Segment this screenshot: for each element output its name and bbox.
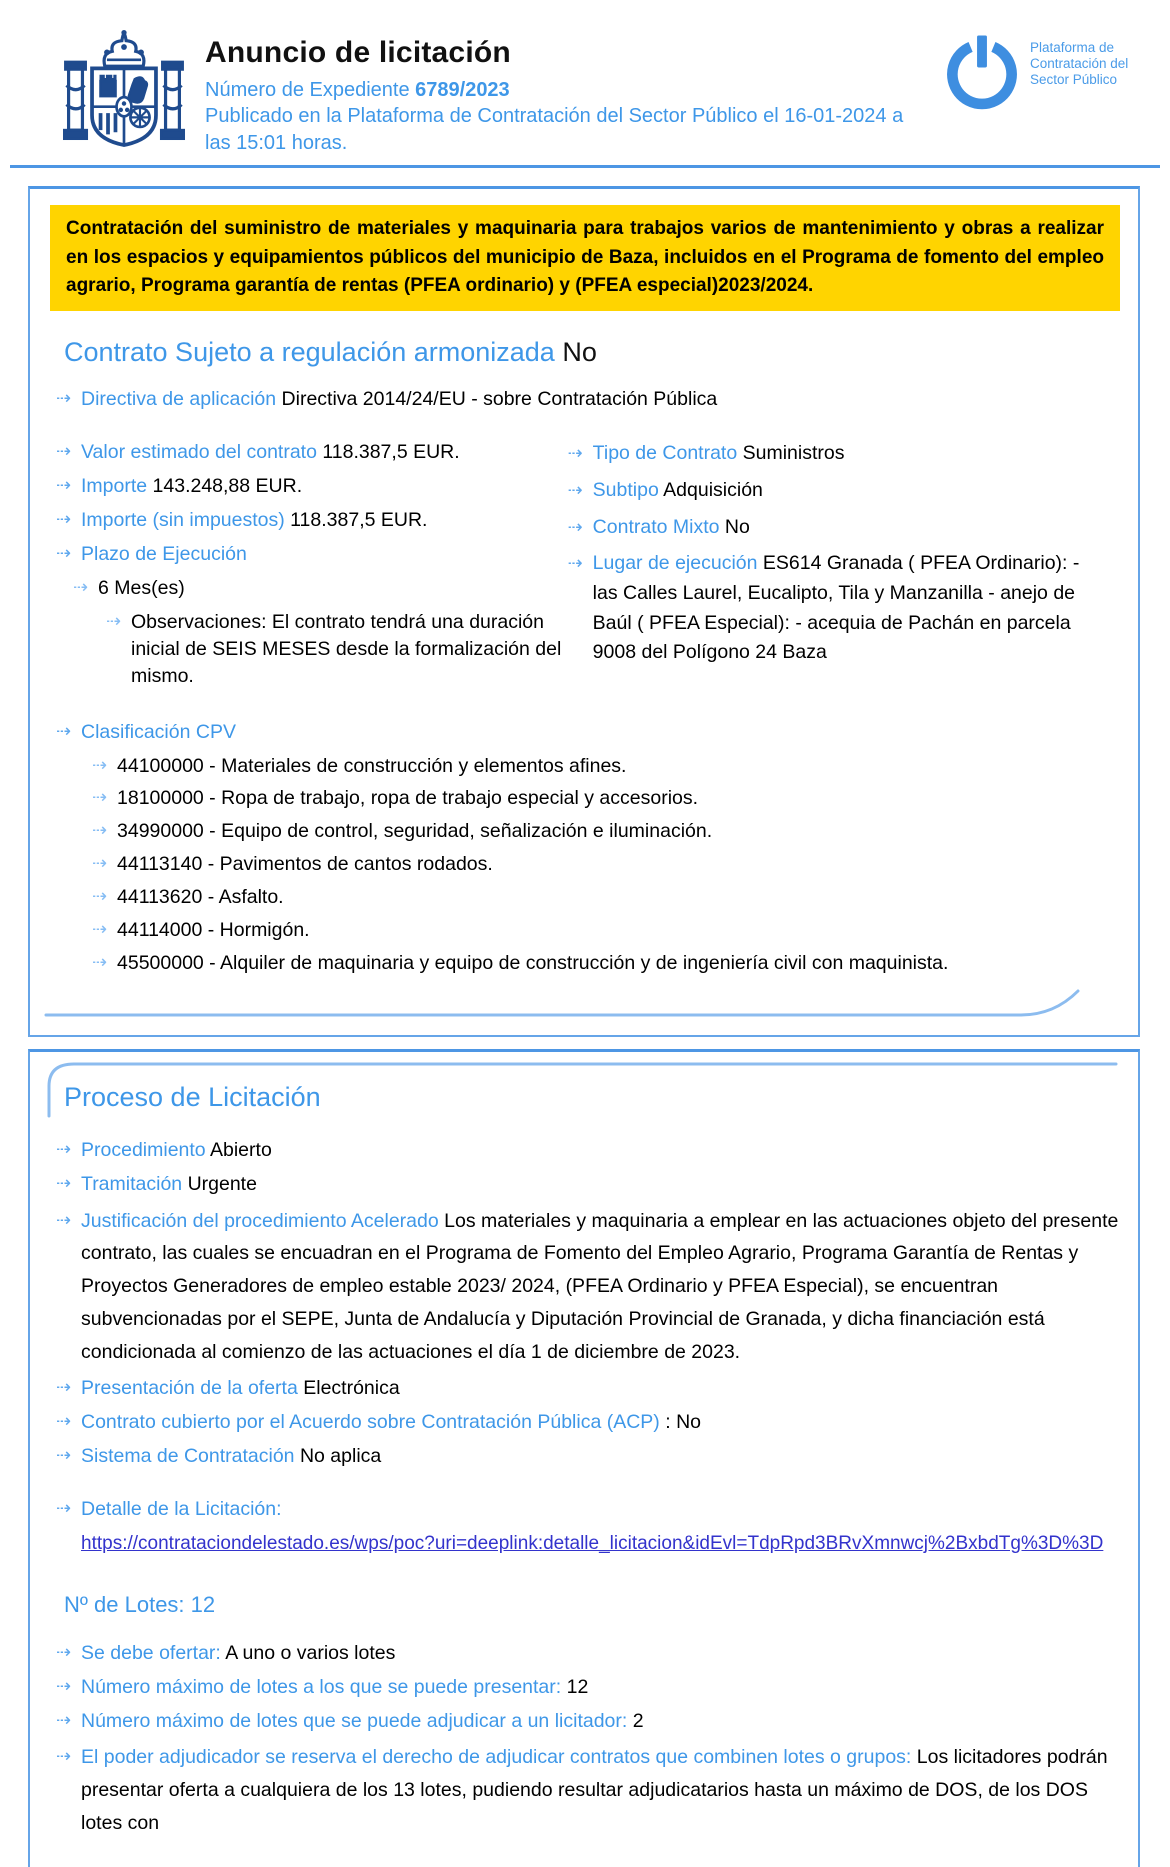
cpv-list bbox=[92, 753, 1122, 977]
field-value: Suministros bbox=[742, 442, 845, 465]
right-column bbox=[568, 432, 1122, 696]
field-tramitacion bbox=[56, 1171, 1120, 1198]
field-value: 143.248,88 EUR. bbox=[152, 475, 303, 498]
field-label: Contrato cubierto por el Acuerdo sobre Contratación Pública (ACP) bbox=[81, 1411, 660, 1434]
dashed-arrow-icon: ⇢ bbox=[56, 1746, 72, 1768]
cpv-item bbox=[92, 818, 1122, 845]
field-label: Tipo de Contrato bbox=[592, 442, 738, 465]
dashed-arrow-icon: ⇢ bbox=[56, 1445, 72, 1467]
section-proceso bbox=[28, 1049, 1140, 1867]
field-value: No bbox=[724, 515, 750, 538]
field-label: Procedimiento bbox=[81, 1138, 206, 1161]
field-value: 118.387,5 EUR. bbox=[290, 509, 428, 532]
field-lugar-ejecucion bbox=[568, 549, 1096, 668]
expediente-value: 6789/2023 bbox=[415, 79, 510, 101]
field-label: El poder adjudicador se reserva el derecho de adjudicar contratos que combinen lotes o grupos: bbox=[81, 1746, 912, 1769]
dashed-arrow-icon: ⇢ bbox=[56, 1138, 72, 1160]
dashed-arrow-icon: ⇢ bbox=[56, 1377, 72, 1399]
dashed-arrow-icon: ⇢ bbox=[56, 509, 72, 531]
section-title-armonizada bbox=[64, 337, 1122, 368]
published-line: Publicado en la Plataforma de Contratación del Sector Público el 16-01-2024 a las 15:01 horas. bbox=[205, 105, 904, 154]
field-importe bbox=[56, 473, 568, 500]
field-label: Justificación del procedimiento Acelerado bbox=[81, 1209, 439, 1232]
dashed-arrow-icon: ⇢ bbox=[567, 516, 583, 538]
field-label: Número máximo de lotes que se puede adjudicar a un licitador: bbox=[81, 1709, 628, 1732]
field-value: 118.387,5 EUR. bbox=[322, 441, 460, 464]
field-directiva bbox=[56, 386, 1122, 413]
dashed-arrow-icon: ⇢ bbox=[567, 480, 583, 502]
dashed-arrow-icon: ⇢ bbox=[106, 610, 122, 632]
dashed-arrow-icon: ⇢ bbox=[56, 387, 72, 409]
field-label: Contrato Mixto bbox=[592, 515, 720, 538]
field-value: 6 Mes(es) bbox=[98, 577, 185, 600]
cpv-item-text: 34990000 - Equipo de control, seguridad, señalización e iluminación. bbox=[117, 820, 713, 843]
field-value: Los licitadores podrán presentar oferta a cualquiera de los 13 lotes, pudiendo resultar adjudicatarios hasta un máximo de DOS, de los DOS lotes con bbox=[81, 1746, 1108, 1834]
cpv-item-text: 44114000 - Hormigón. bbox=[117, 919, 310, 942]
field-value: : No bbox=[665, 1411, 701, 1434]
field-plazo-ejecucion bbox=[56, 541, 568, 568]
dashed-arrow-icon: ⇢ bbox=[92, 853, 108, 875]
plataforma-logo bbox=[944, 34, 1148, 110]
expediente-label: Número de Expediente bbox=[205, 79, 410, 101]
cpv-item bbox=[92, 884, 1122, 911]
field-label: Presentación de la oferta bbox=[81, 1377, 298, 1400]
dashed-arrow-icon: ⇢ bbox=[92, 952, 108, 973]
field-value: 2 bbox=[632, 1709, 644, 1732]
dashed-arrow-icon: ⇢ bbox=[56, 441, 72, 463]
cpv-block bbox=[56, 719, 1122, 977]
licitacion-detail-link[interactable]: https://contrataciondelestado.es/wps/poc?uri=deeplink:detalle_licitacion&idEvl=TdpRpd3BRvXmnwcj%2BxbdTg%3D%3D bbox=[81, 1533, 1104, 1555]
field-label: Valor estimado del contrato bbox=[81, 441, 317, 464]
dashed-arrow-icon: ⇢ bbox=[56, 1411, 72, 1433]
field-label: Plazo de Ejecución bbox=[81, 543, 247, 566]
header-separator bbox=[10, 165, 1160, 168]
field-tipo-contrato bbox=[568, 439, 1096, 469]
field-max-lotes-adjudicar bbox=[56, 1708, 1120, 1735]
dashed-arrow-icon: ⇢ bbox=[73, 577, 89, 599]
dashed-arrow-icon: ⇢ bbox=[567, 443, 583, 465]
field-label: Importe (sin impuestos) bbox=[81, 509, 285, 532]
field-label: Número máximo de lotes a los que se puede presentar: bbox=[81, 1675, 562, 1698]
field-value: Directiva 2014/24/EU - sobre Contratación Pública bbox=[281, 387, 718, 410]
field-label: Detalle de la Licitación: bbox=[81, 1498, 282, 1521]
field-label: Se debe ofertar: bbox=[81, 1641, 221, 1664]
dashed-arrow-icon: ⇢ bbox=[56, 1675, 72, 1697]
dashed-arrow-icon: ⇢ bbox=[92, 886, 108, 908]
dashed-arrow-icon: ⇢ bbox=[56, 1498, 72, 1520]
field-label: Importe bbox=[81, 475, 148, 498]
field-plazo-meses bbox=[73, 575, 568, 602]
dashed-arrow-icon: ⇢ bbox=[56, 720, 72, 742]
cpv-item-text: 18100000 - Ropa de trabajo, ropa de trabajo especial y accesorios. bbox=[117, 787, 699, 810]
field-clasificacion-cpv bbox=[56, 719, 1122, 746]
section-title-value: No bbox=[562, 336, 597, 367]
section-title-text: Contrato Sujeto a regulación armonizada bbox=[64, 336, 555, 367]
field-label: Lugar de ejecución bbox=[592, 552, 758, 575]
field-value: A uno o varios lotes bbox=[225, 1641, 396, 1664]
field-se-debe-ofertar bbox=[56, 1640, 1120, 1667]
field-value: Adquisición bbox=[663, 479, 763, 502]
dashed-arrow-icon: ⇢ bbox=[56, 1172, 72, 1194]
dashed-arrow-icon: ⇢ bbox=[92, 754, 108, 776]
cpv-item-text: 44100000 - Materiales de construcción y elementos afines. bbox=[117, 754, 627, 777]
dashed-arrow-icon: ⇢ bbox=[56, 543, 72, 565]
cpv-item bbox=[92, 950, 1122, 977]
section-end-flourish bbox=[46, 985, 1106, 1023]
title-block bbox=[205, 36, 905, 156]
dashed-arrow-icon: ⇢ bbox=[92, 787, 108, 809]
left-column bbox=[56, 432, 568, 696]
cpv-item bbox=[92, 753, 1122, 780]
cpv-item-text: 44113620 - Asfalto. bbox=[117, 886, 284, 909]
field-value: Abierto bbox=[210, 1138, 272, 1161]
page-title: Anuncio de licitación bbox=[205, 36, 511, 69]
cpv-item-text: 45500000 - Alquiler de maquinaria y equipo de construcción y de ingeniería civil con maquinista. bbox=[117, 952, 949, 974]
dashed-arrow-icon: ⇢ bbox=[92, 919, 108, 941]
field-acp bbox=[56, 1409, 1120, 1436]
lotes-heading: Nº de Lotes: 12 bbox=[64, 1591, 216, 1617]
field-value: ES614 Granada ( PFEA Ordinario): - las Calles Laurel, Eucalipto, Tila y Manzanilla - anejo de Baúl ( PFEA Especial): - acequia de Pachán en parcela 9008 del Polígono 24 Baza bbox=[592, 552, 1080, 664]
header bbox=[0, 0, 1170, 170]
dashed-arrow-icon: ⇢ bbox=[56, 1709, 72, 1731]
field-value: Los materiales y maquinaria a emplear en las actuaciones objeto del presente contrato, las cuales se encuadran en el Programa de Fomento del Empleo Agrario, Programa Garantía de Rentas y Proyectos Generadores de empleo estable 2023/ 2024, (PFEA Ordinario y PFEA Especial), se encuentran subvencionadas por el SEPE, Junta de Andalucía y Diputación Provincial de Granada, y dicha financiación está condicionada al comienzo de las actuaciones el día 1 de diciembre de 2023. bbox=[81, 1209, 1119, 1363]
two-column-fields bbox=[56, 432, 1122, 696]
field-detalle-licitacion bbox=[56, 1496, 1120, 1523]
field-value: Electrónica bbox=[303, 1377, 400, 1400]
dashed-arrow-icon: ⇢ bbox=[92, 820, 108, 842]
field-subtipo bbox=[568, 476, 1096, 506]
field-presentacion-oferta bbox=[56, 1375, 1120, 1402]
dashed-arrow-icon: ⇢ bbox=[56, 1641, 72, 1663]
field-label: Clasificación CPV bbox=[81, 720, 236, 743]
cpv-item-text: 44113140 - Pavimentos de cantos rodados. bbox=[117, 853, 493, 876]
plataforma-logo-text: Plataforma de Contratación del Sector Público bbox=[1030, 40, 1129, 87]
field-procedimiento bbox=[56, 1137, 1120, 1164]
field-value: Urgente bbox=[187, 1172, 257, 1195]
field-contrato-mixto bbox=[568, 513, 1096, 543]
field-combinar-lotes bbox=[56, 1741, 1120, 1839]
power-icon bbox=[944, 34, 1020, 110]
field-observaciones bbox=[106, 609, 568, 690]
field-label: Directiva de aplicación bbox=[81, 387, 277, 410]
cpv-item bbox=[92, 785, 1122, 812]
field-value: No aplica bbox=[299, 1445, 382, 1468]
field-label: Sistema de Contratación bbox=[81, 1445, 295, 1468]
cpv-item bbox=[92, 917, 1122, 944]
field-label: Subtipo bbox=[592, 479, 659, 502]
expediente-line bbox=[205, 77, 905, 103]
field-valor-estimado bbox=[56, 439, 568, 466]
dashed-arrow-icon: ⇢ bbox=[56, 475, 72, 497]
field-label: Tramitación bbox=[81, 1172, 183, 1195]
field-justificacion bbox=[56, 1205, 1120, 1369]
field-value: Observaciones: El contrato tendrá una duración inicial de SEIS MESES desde la formalización del mismo. bbox=[131, 610, 562, 687]
dashed-arrow-icon: ⇢ bbox=[56, 1209, 72, 1231]
field-value: 12 bbox=[566, 1675, 589, 1698]
dashed-arrow-icon: ⇢ bbox=[567, 553, 583, 575]
field-importe-sin-impuestos bbox=[56, 507, 568, 534]
contract-object-banner: Contratación del suministro de materiales y maquinaria para trabajos varios de mantenimiento y obras a realizar en los espacios y equipamientos públicos del municipio de Baza, incluidos en el Programa de fomento del empleo agrario, Programa garantía de rentas (PFEA ordinario) y (PFEA especial)2023/2024. bbox=[50, 205, 1120, 311]
spain-coat-of-arms-icon bbox=[60, 30, 188, 160]
cpv-item bbox=[92, 851, 1122, 878]
field-max-lotes-presentar bbox=[56, 1674, 1120, 1701]
section-contrato bbox=[28, 186, 1140, 1037]
field-sistema-contratacion bbox=[56, 1443, 1120, 1470]
section-title-proceso: Proceso de Licitación bbox=[64, 1081, 321, 1112]
